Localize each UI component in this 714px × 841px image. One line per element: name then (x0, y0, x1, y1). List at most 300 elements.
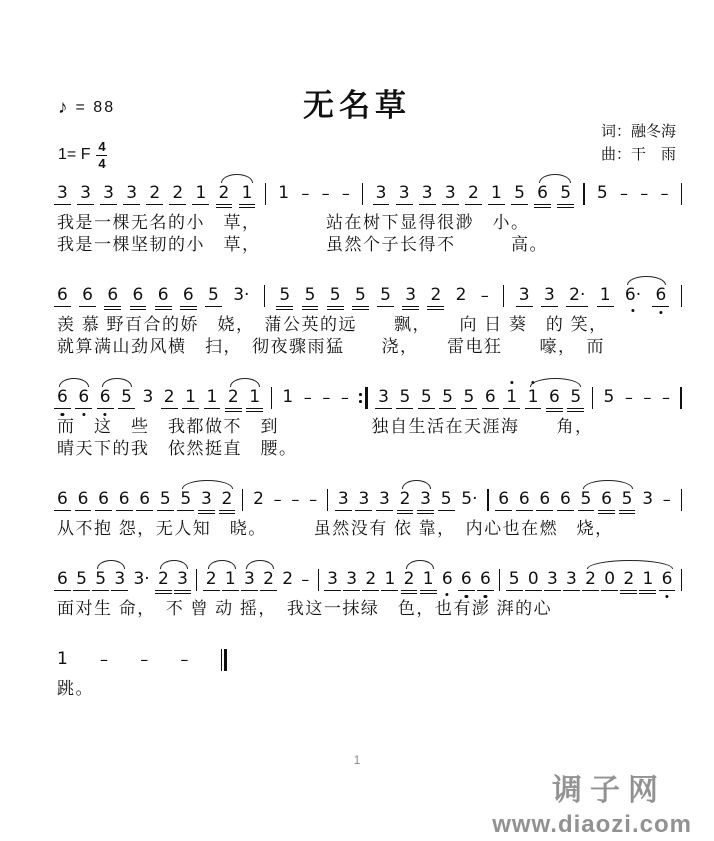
note-digit: 2 (227, 387, 239, 407)
system (57, 489, 685, 540)
duration-dash (140, 649, 148, 670)
note-digit: 5 (159, 489, 171, 509)
note-digit: 6 (537, 183, 548, 203)
slur-arc (583, 480, 634, 489)
note-token (642, 489, 653, 510)
note-digit: – (341, 184, 350, 203)
note-token (242, 183, 253, 204)
note-token (498, 489, 509, 510)
barline (327, 489, 328, 511)
note-digit: 5· (461, 489, 478, 509)
note-digit: 3 (346, 569, 358, 589)
note-digit: – (322, 388, 331, 407)
notation-line (57, 285, 682, 309)
note-token (76, 569, 87, 590)
note-token (279, 285, 290, 306)
sixteenth-underline (401, 593, 418, 594)
note-digit: 3 (566, 569, 577, 589)
note-token (305, 285, 316, 306)
note-digit: 5 (442, 387, 453, 407)
note-token (253, 489, 264, 510)
note-token (585, 569, 596, 590)
note-token (404, 569, 415, 590)
note-digit: 6 (539, 489, 551, 509)
slur-arc (627, 276, 666, 285)
note-digit: 1 (506, 387, 518, 407)
note-digit: 2 (399, 489, 411, 509)
note-digit: 2 (205, 569, 217, 589)
note-digit: – (273, 490, 282, 509)
note-digit: 3 (177, 569, 188, 589)
barline (583, 183, 584, 205)
sixteenth-underline (219, 513, 236, 514)
eighth-underline (652, 306, 669, 307)
barline (503, 285, 504, 307)
barline (499, 569, 500, 591)
sixteenth-underline (225, 411, 242, 412)
barline (681, 569, 682, 591)
note-digit: 3· (233, 285, 250, 305)
sixteenth-underline (216, 207, 233, 208)
page-number: 1 (353, 753, 361, 767)
note-token (430, 285, 441, 306)
eighth-underline (155, 590, 172, 591)
note-digit: 3 (378, 387, 389, 407)
note-digit: 5 (603, 387, 615, 407)
eighth-underline (534, 204, 551, 205)
eighth-underline (397, 510, 414, 511)
site-watermark (492, 765, 692, 839)
note-digit: 3 (518, 285, 530, 305)
note-token (57, 285, 68, 306)
eighth-underline (54, 590, 71, 591)
note-token (597, 183, 608, 204)
note-digit: 3 (142, 387, 154, 407)
eighth-underline (118, 408, 135, 409)
note-token (528, 387, 539, 408)
notation-line (57, 183, 682, 207)
eighth-underline (373, 204, 390, 205)
duration-dash (304, 387, 312, 408)
note-digit: 1 (642, 569, 654, 589)
eighth-underline (104, 306, 121, 307)
note-digit: 6 (132, 285, 144, 305)
eighth-underline (192, 204, 209, 205)
eighth-underline (222, 590, 239, 591)
score (57, 183, 685, 729)
lyrics-row: 我是一棵无名的小 草， 站在树下显得很渺 小。 (57, 213, 530, 232)
repeat-barline-thick (365, 387, 368, 409)
note-token (201, 489, 212, 510)
duration-dash (341, 387, 349, 408)
eighth-underline (557, 204, 574, 205)
lyrics-row: 羡 慕 野百合的娇 娆， 蒲公英的远 飘， 向 日 葵 的 笑， (57, 315, 608, 334)
note-token (560, 183, 571, 204)
note-token (560, 489, 571, 510)
eighth-underline (75, 408, 92, 409)
barline (196, 569, 197, 591)
lyrics-row: 面对生 命， 不 曾 动 摇， 我这一抹绿 色，也有澎 湃的心 (57, 599, 553, 618)
note-token (177, 569, 188, 590)
lyrics-row: 跳。 (57, 679, 94, 698)
note-digit: 5 (463, 387, 475, 407)
note-digit: – (619, 184, 628, 203)
note-token (149, 183, 160, 204)
duration-dash (663, 489, 671, 510)
final-barline-thick (224, 649, 227, 671)
sixteenth-underline (155, 593, 172, 594)
eighth-underline (324, 590, 341, 591)
eighth-underline (427, 306, 444, 307)
note-token (57, 489, 68, 510)
note-digit: 6 (460, 569, 472, 589)
note-digit: 3 (57, 183, 68, 203)
eighth-underline (465, 204, 482, 205)
eighth-underline (442, 204, 459, 205)
slur-arc (246, 560, 275, 569)
duration-dash (342, 183, 350, 204)
note-token (57, 183, 68, 204)
note-token (195, 183, 206, 204)
duration-dash (620, 183, 628, 204)
note-token (570, 387, 581, 408)
eighth-underline (536, 510, 553, 511)
note-token (423, 569, 434, 590)
note-token (338, 489, 349, 510)
note-digit: 1 (206, 387, 218, 407)
site-url: www.diaozi.com (492, 811, 692, 838)
note-digit: 1 (384, 569, 396, 589)
sixteenth-underline (155, 309, 172, 310)
eighth-underline (598, 510, 615, 511)
sixteenth-underline (417, 513, 434, 514)
note-digit: 6 (118, 489, 130, 509)
note-token (164, 387, 175, 408)
eighth-underline (198, 510, 215, 511)
note-token (378, 387, 389, 408)
lyrics-row: 从不抱 怨，无人知 晓。 虽然没有 依 靠， 内心也在燃 烧， (57, 519, 614, 538)
note-digit: – (661, 388, 670, 407)
note-token (330, 285, 341, 306)
note-digit: 5 (121, 387, 132, 407)
credits (601, 120, 676, 166)
eighth-underline (54, 510, 71, 511)
duration-dash (625, 387, 633, 408)
note-digit: 5 (399, 387, 411, 407)
eighth-underline (174, 590, 191, 591)
eighth-underline (100, 204, 117, 205)
eighth-underline (619, 510, 636, 511)
note-token (249, 387, 260, 408)
eighth-underline (355, 510, 372, 511)
eighth-underline (620, 590, 637, 591)
note-digit: 6 (57, 569, 68, 589)
eighth-underline (578, 510, 595, 511)
octave-dot-below (446, 593, 449, 596)
sixteenth-underline (104, 309, 121, 310)
eighth-underline (546, 408, 563, 409)
barline (681, 183, 682, 205)
note-digit: 6 (107, 285, 119, 305)
eighth-underline (54, 306, 71, 307)
note-digit: 2 (172, 183, 184, 203)
eighth-underline (177, 510, 194, 511)
note-token (206, 569, 217, 590)
slur-arc (97, 560, 126, 569)
eighth-underline (123, 204, 140, 205)
sixteenth-underline (619, 513, 636, 514)
note-digit: 6 (82, 285, 93, 305)
note-digit: – (660, 184, 669, 203)
note-token (180, 489, 191, 510)
sixteenth-underline (557, 207, 574, 208)
eighth-underline (246, 408, 263, 409)
note-token (119, 489, 130, 510)
system (57, 569, 685, 620)
note-digit: 1 (278, 183, 290, 203)
note-token (80, 183, 91, 204)
note-digit: – (340, 388, 349, 407)
note-token (355, 285, 366, 306)
eighth-underline (477, 590, 494, 591)
eighth-underline (54, 408, 71, 409)
sixteenth-underline (174, 593, 191, 594)
eighth-underline (659, 590, 676, 591)
system (57, 387, 685, 460)
note-token (158, 569, 169, 590)
note-digit: 2 (467, 183, 479, 203)
note-token (100, 387, 111, 408)
time-signature (96, 140, 107, 170)
eighth-underline (75, 510, 92, 511)
note-token (420, 489, 431, 510)
eighth-underline (302, 306, 319, 307)
note-digit: 1 (527, 387, 539, 407)
note-token (126, 183, 137, 204)
repeat-dots (359, 393, 362, 402)
slur-arc (530, 378, 582, 387)
duration-dash (291, 489, 299, 510)
note-token (547, 569, 558, 590)
note-token (544, 285, 555, 306)
note-digit: 3 (358, 489, 370, 509)
note-digit: 1 (185, 387, 196, 407)
sixteenth-underline (420, 593, 437, 594)
barline (265, 183, 266, 205)
eighth-underline (155, 306, 172, 307)
note-token (581, 489, 592, 510)
note-digit: 6 (57, 285, 68, 305)
note-token (625, 285, 641, 306)
note-digit: 1 (241, 183, 253, 203)
barline (318, 569, 319, 591)
note-digit: 6 (441, 569, 453, 589)
sixteenth-underline (402, 309, 419, 310)
note-digit: 2 (430, 285, 442, 305)
eighth-underline (375, 408, 392, 409)
note-digit: 6· (624, 285, 642, 305)
barline (681, 285, 682, 307)
note-digit: 3 (543, 285, 555, 305)
note-digit: 5 (420, 387, 432, 407)
sixteenth-underline (276, 309, 293, 310)
sixteenth-underline (130, 309, 147, 310)
note-token (57, 649, 68, 670)
note-token (421, 387, 432, 408)
eighth-underline (204, 408, 221, 409)
note-token (98, 489, 109, 510)
barline (362, 183, 363, 205)
note-token (445, 183, 456, 204)
note-token (442, 569, 453, 590)
note-token (263, 569, 274, 590)
eighth-underline (205, 306, 222, 307)
eighth-underline (219, 510, 236, 511)
note-digit: 5 (570, 387, 582, 407)
note-token (422, 183, 433, 204)
note-digit: 1 (491, 183, 502, 203)
note-digit: 5 (208, 285, 219, 305)
eighth-underline (506, 590, 523, 591)
sixteenth-underline (352, 309, 369, 310)
note-token (442, 387, 453, 408)
time-signature-top: 4 (98, 139, 106, 154)
repeat-barline (359, 387, 367, 409)
note-digit: 1 (195, 183, 207, 203)
eighth-underline (97, 408, 114, 409)
note-token (528, 569, 539, 590)
eighth-underline (495, 510, 512, 511)
note-digit: 5 (180, 489, 192, 509)
note-digit: – (480, 286, 489, 305)
note-token (569, 285, 585, 306)
sixteenth-underline (397, 513, 414, 514)
note-digit: 5 (329, 285, 341, 305)
eighth-underline (544, 590, 561, 591)
sixteenth-underline (620, 593, 637, 594)
eighth-underline (111, 590, 128, 591)
note-token (282, 569, 293, 590)
slur-arc (221, 174, 254, 183)
note-token (78, 387, 89, 408)
note-digit: 2 (455, 285, 467, 305)
time-signature-bottom: 4 (98, 155, 106, 171)
song-title: 无名草 (303, 88, 411, 123)
repeat-dot (359, 400, 362, 403)
eighth-underline (396, 408, 413, 409)
note-digit: 3· (133, 569, 150, 589)
note-token (282, 387, 293, 408)
note-digit: – (640, 184, 649, 203)
slur-arc (406, 560, 435, 569)
note-digit: 2 (163, 387, 175, 407)
eighth-underline (77, 204, 94, 205)
note-token (103, 183, 114, 204)
note-digit: 6 (655, 285, 667, 305)
note-token (107, 285, 118, 306)
duration-dash (481, 285, 489, 306)
duration-dash (309, 489, 317, 510)
note-digit: 3 (327, 569, 338, 589)
final-barline (221, 649, 227, 671)
slur-arc (402, 480, 432, 489)
slur-arc (208, 560, 237, 569)
note-token (384, 569, 395, 590)
sixteenth-underline (567, 411, 584, 412)
note-token (114, 569, 125, 590)
eighth-underline (461, 408, 478, 409)
lyrics-row: 我是一棵坚韧的小 草， 虽然个子长得不 高。 (57, 235, 548, 254)
note-token (185, 387, 196, 408)
note-token (379, 489, 390, 510)
note-token (601, 489, 612, 510)
note-digit: 6 (99, 387, 111, 407)
note-digit: – (100, 650, 109, 669)
composer-credit: 曲：干 雨 (600, 146, 676, 163)
note-digit: 6 (518, 489, 530, 509)
note-token (207, 387, 218, 408)
note-digit: 6 (78, 387, 90, 407)
lyricist-credit: 词：融冬海 (600, 123, 676, 140)
lyrics-row: 而 这 些 我都做不 到 独自生活在天涯海 角， (57, 417, 594, 436)
duration-dash (640, 183, 648, 204)
slur-arc (587, 560, 674, 569)
note-token (244, 569, 255, 590)
sixteenth-underline (427, 309, 444, 310)
note-digit: 5 (354, 285, 366, 305)
note-digit: 0 (527, 569, 539, 589)
note-digit: 1 (224, 569, 236, 589)
note-digit: 1 (282, 387, 294, 407)
final-barline-thin (221, 649, 222, 671)
note-digit: 3 (243, 569, 255, 589)
sixteenth-underline (639, 593, 656, 594)
note-token (346, 569, 357, 590)
note-token (514, 183, 525, 204)
note-digit: – (301, 570, 310, 589)
eighth-underline (417, 510, 434, 511)
note-digit: 2 (218, 183, 230, 203)
eighth-underline (582, 590, 599, 591)
sixteenth-underline (546, 411, 563, 412)
note-digit: – (643, 388, 652, 407)
note-digit: 5 (76, 569, 87, 589)
barline (264, 285, 265, 307)
note-token (376, 183, 387, 204)
note-token (491, 183, 502, 204)
eighth-underline (182, 408, 199, 409)
note-digit: 3 (103, 183, 114, 203)
barline (680, 387, 681, 409)
note-digit: 2 (149, 183, 161, 203)
note-digit: 5 (508, 569, 520, 589)
note-token (622, 489, 633, 510)
note-digit: 6 (139, 489, 151, 509)
eighth-underline (362, 590, 379, 591)
note-digit: 5 (440, 489, 452, 509)
note-digit: 3 (642, 489, 654, 509)
eighth-underline (563, 590, 580, 591)
eighth-underline (418, 408, 435, 409)
note-digit: 2· (569, 285, 586, 305)
note-digit: 2 (157, 569, 169, 589)
duration-dash (322, 183, 330, 204)
note-digit: – (303, 388, 312, 407)
note-digit: 2 (365, 569, 377, 589)
note-token (441, 489, 452, 510)
eighth-underline (180, 306, 197, 307)
note-digit: 3 (337, 489, 349, 509)
